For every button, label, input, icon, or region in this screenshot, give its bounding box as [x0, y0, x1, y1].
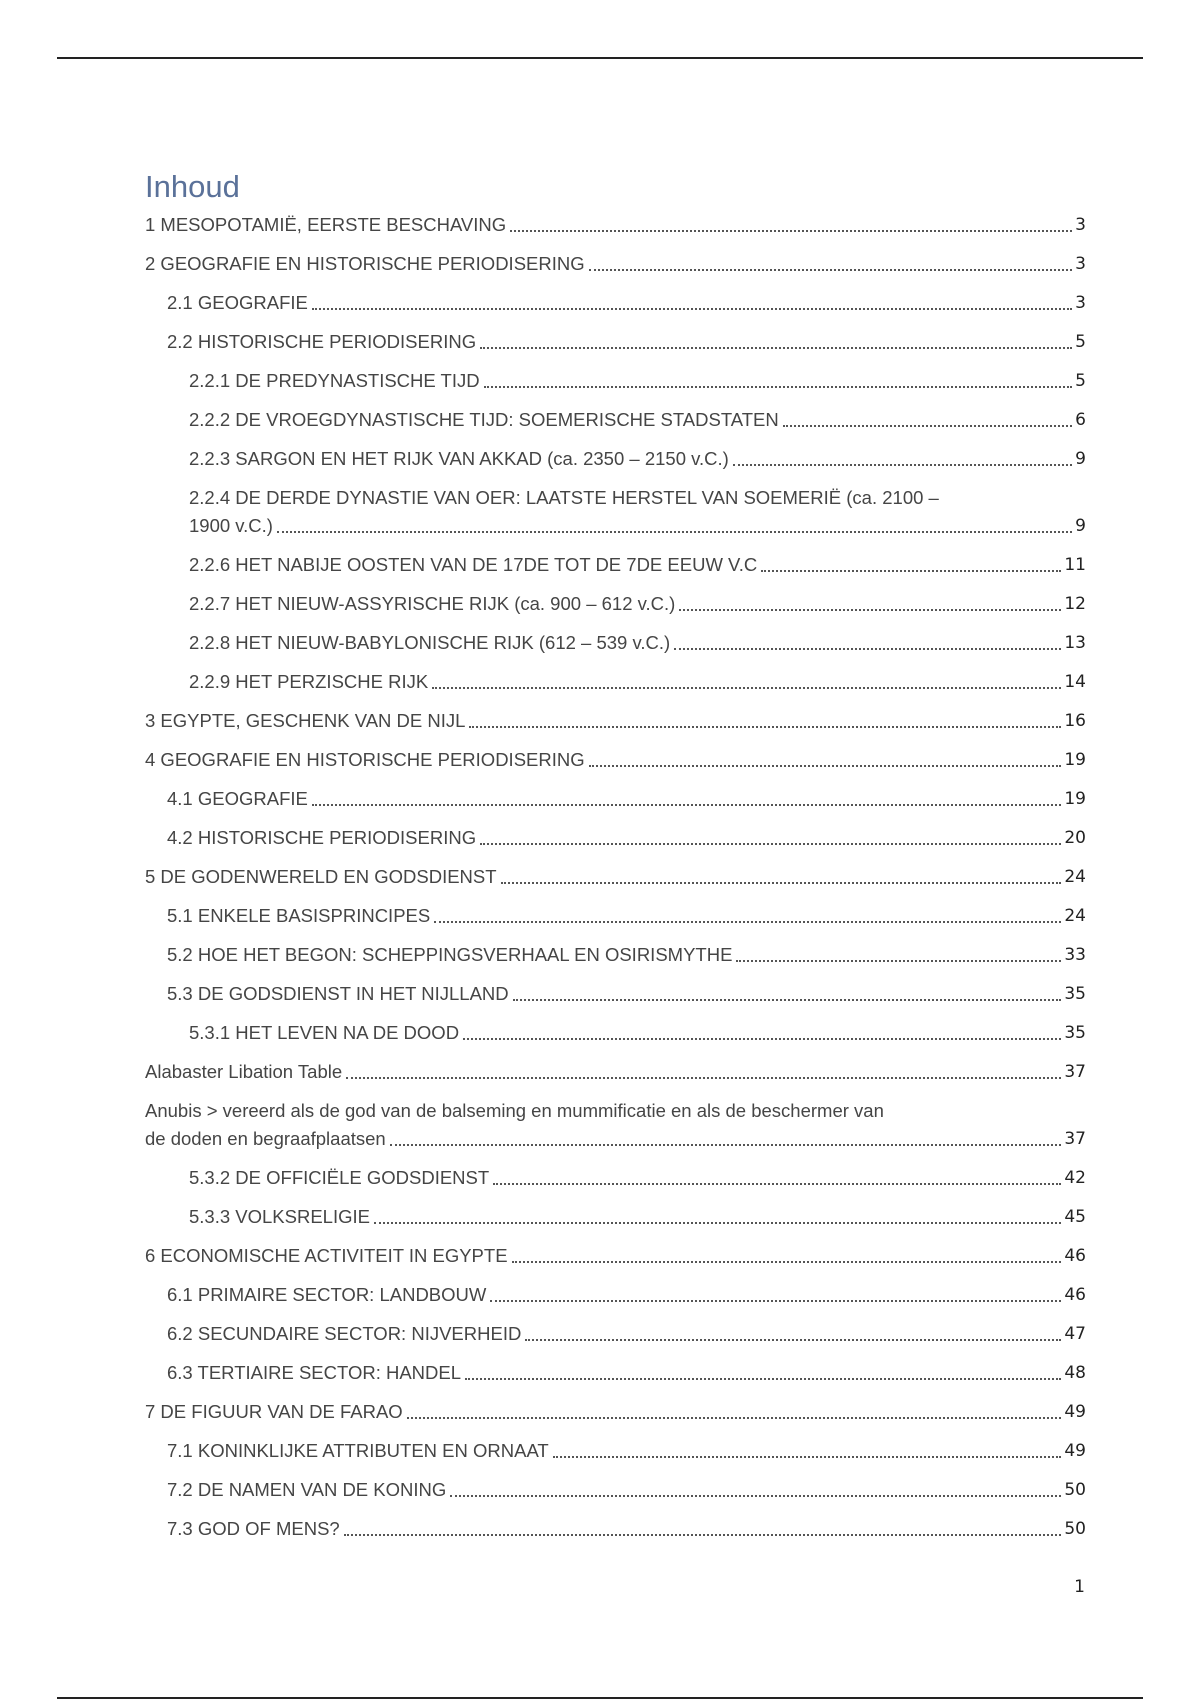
toc-entry[interactable] [145, 211, 1086, 239]
toc-entry[interactable] [145, 406, 1086, 434]
toc-entry[interactable] [145, 1203, 1086, 1231]
dot-leader [480, 347, 1072, 349]
toc-entry-page: 3 [1075, 215, 1086, 235]
toc-entry-text: 5.3.1 HET LEVEN NA DE DOOD [189, 1022, 460, 1043]
toc-entry-text: 2.2.4 DE DERDE DYNASTIE VAN OER: LAATSTE HERSTEL VAN SOEMERIË (ca. 2100 – [189, 487, 939, 508]
toc-entry[interactable] [145, 1058, 1086, 1086]
dot-leader [465, 1378, 1061, 1380]
toc-entry-page: 5 [1075, 371, 1086, 391]
dot-leader [480, 843, 1061, 845]
dot-leader [432, 687, 1061, 689]
toc-title: Inhoud [145, 169, 240, 204]
toc-entry[interactable] [145, 746, 1086, 774]
dot-leader [490, 1300, 1061, 1302]
toc-entry-page: 49 [1064, 1402, 1086, 1422]
dot-leader [674, 648, 1061, 650]
toc-entry[interactable] [145, 1164, 1086, 1192]
toc-entry-text: 5.3.3 VOLKSRELIGIE [189, 1206, 370, 1227]
toc-entry-text-cont: 1900 v.C.) [189, 515, 273, 536]
dot-leader [736, 960, 1061, 962]
dot-leader [434, 921, 1061, 923]
header-rule [57, 57, 1143, 59]
toc-entry-page: 50 [1064, 1519, 1086, 1539]
dot-leader [277, 531, 1072, 533]
toc-entry-page: 46 [1064, 1285, 1086, 1305]
toc-entry[interactable] [145, 1515, 1086, 1543]
toc-entry-text: 2 GEOGRAFIE EN HISTORISCHE PERIODISERING [145, 253, 585, 274]
dot-leader [525, 1339, 1061, 1341]
toc-entry-page: 42 [1064, 1168, 1086, 1188]
toc-entry[interactable] [145, 1281, 1086, 1309]
dot-leader [513, 999, 1062, 1001]
toc-entry-text: 6.3 TERTIAIRE SECTOR: HANDEL [167, 1362, 462, 1383]
toc-entry-page: 35 [1064, 1023, 1086, 1043]
toc-entry[interactable] [145, 590, 1086, 618]
toc-entry[interactable] [145, 1242, 1086, 1270]
toc-entry-text: 2.2.9 HET PERZISCHE RIJK [189, 671, 429, 692]
toc-entry-page: 11 [1064, 555, 1086, 575]
toc-entry[interactable] [145, 250, 1086, 278]
toc-entry[interactable] [145, 902, 1086, 930]
toc-entry-page: 37 [1064, 1062, 1086, 1082]
dot-leader [469, 726, 1061, 728]
toc-entry-text: 2.2.2 DE VROEGDYNASTISCHE TIJD: SOEMERISCHE STADSTATEN [189, 409, 779, 430]
toc-entry-page: 50 [1064, 1480, 1086, 1500]
toc-entry[interactable] [145, 1320, 1086, 1348]
toc-entry[interactable] [145, 551, 1086, 579]
toc-entry-page: 24 [1064, 906, 1086, 926]
dot-leader [589, 765, 1062, 767]
toc-entry-page: 45 [1064, 1207, 1086, 1227]
toc-entry-page: 49 [1064, 1441, 1086, 1461]
toc-entry[interactable] [145, 1437, 1086, 1465]
dot-leader [512, 1261, 1062, 1263]
toc-entry[interactable] [145, 863, 1086, 891]
toc-entry[interactable] [145, 980, 1086, 1008]
toc-entry-text: 5.1 ENKELE BASISPRINCIPES [167, 905, 431, 926]
toc-entry-text: 2.2.7 HET NIEUW-ASSYRISCHE RIJK (ca. 900 – 612 v.C.) [189, 593, 676, 614]
toc-entry-page: 3 [1075, 254, 1086, 274]
dot-leader [312, 308, 1072, 310]
toc-entry-text: 2.2.8 HET NIEUW-BABYLONISCHE RIJK (612 – 539 v.C.) [189, 632, 671, 653]
toc-entry-text: 5.2 HOE HET BEGON: SCHEPPINGSVERHAAL EN OSIRISMYTHE [167, 944, 733, 965]
toc-entry[interactable] [145, 1097, 1086, 1153]
dot-leader [501, 882, 1062, 884]
dot-leader [679, 609, 1061, 611]
dot-leader [312, 804, 1062, 806]
footer-page-number: 1 [1074, 1577, 1085, 1597]
toc-entry-page: 9 [1075, 516, 1086, 536]
toc-entry-text: 5 DE GODENWERELD EN GODSDIENST [145, 866, 497, 887]
toc-entry[interactable] [145, 367, 1086, 395]
toc-entry-page: 20 [1064, 828, 1086, 848]
toc-entry[interactable] [145, 484, 1086, 540]
toc-entry-text: 6.1 PRIMAIRE SECTOR: LANDBOUW [167, 1284, 487, 1305]
toc-entry[interactable] [145, 629, 1086, 657]
toc-entry-page: 19 [1064, 789, 1086, 809]
toc-entry-page: 9 [1075, 449, 1086, 469]
toc-entry-text: 7.3 GOD OF MENS? [167, 1518, 340, 1539]
toc-entry-page: 13 [1064, 633, 1086, 653]
toc-entry-text: 7 DE FIGUUR VAN DE FARAO [145, 1401, 403, 1422]
toc-entry-page: 14 [1064, 672, 1086, 692]
dot-leader [493, 1183, 1061, 1185]
footer-rule [57, 1697, 1143, 1699]
toc-entry-page: 46 [1064, 1246, 1086, 1266]
toc-entry-page: 19 [1064, 750, 1086, 770]
dot-leader [450, 1495, 1061, 1497]
toc-entry-text: 2.2.3 SARGON EN HET RIJK VAN AKKAD (ca. 2350 – 2150 v.C.) [189, 448, 729, 469]
toc-entry-page: 3 [1075, 293, 1086, 313]
toc-entry[interactable] [145, 1398, 1086, 1426]
toc-entry[interactable] [145, 707, 1086, 735]
toc-entry-text: 7.1 KONINKLIJKE ATTRIBUTEN EN ORNAAT [167, 1440, 549, 1461]
toc-entry-text: 2.2.6 HET NABIJE OOSTEN VAN DE 17DE TOT DE 7DE EEUW V.C [189, 554, 758, 575]
toc-entry-page: 12 [1064, 594, 1086, 614]
toc-entry[interactable] [145, 668, 1086, 696]
toc-entry-text: 4.2 HISTORISCHE PERIODISERING [167, 827, 477, 848]
toc-entry[interactable] [145, 289, 1086, 317]
toc-entry-text: 6.2 SECUNDAIRE SECTOR: NIJVERHEID [167, 1323, 522, 1344]
toc-entry-page: 6 [1075, 410, 1086, 430]
toc-entry[interactable] [145, 1019, 1086, 1047]
toc-entry-text: 7.2 DE NAMEN VAN DE KONING [167, 1479, 447, 1500]
dot-leader [553, 1456, 1062, 1458]
toc-entry[interactable] [145, 941, 1086, 969]
toc-entry-text: Alabaster Libation Table [145, 1061, 343, 1082]
toc-entry-text: 2.1 GEOGRAFIE [167, 292, 308, 313]
toc-entry-text: 5.3.2 DE OFFICIËLE GODSDIENST [189, 1167, 490, 1188]
toc-entry-page: 47 [1064, 1324, 1086, 1344]
toc-entry[interactable] [145, 328, 1086, 356]
toc-entry[interactable] [145, 824, 1086, 852]
toc-entry-page: 5 [1075, 332, 1086, 352]
dot-leader [346, 1077, 1061, 1079]
toc-entry[interactable] [145, 785, 1086, 813]
toc-entry-text: 4 GEOGRAFIE EN HISTORISCHE PERIODISERING [145, 749, 585, 770]
toc-entry-text: 1 MESOPOTAMIË, EERSTE BESCHAVING [145, 214, 507, 235]
toc-entry-page: 33 [1064, 945, 1086, 965]
toc-entry-text: 5.3 DE GODSDIENST IN HET NIJLLAND [167, 983, 509, 1004]
toc-entry-text: 4.1 GEOGRAFIE [167, 788, 308, 809]
dot-leader [374, 1222, 1061, 1224]
toc-entry[interactable] [145, 1359, 1086, 1387]
toc-entry-text: 2.2 HISTORISCHE PERIODISERING [167, 331, 477, 352]
dot-leader [407, 1417, 1062, 1419]
dot-leader [783, 425, 1072, 427]
dot-leader [589, 269, 1073, 271]
toc-entry-text: Anubis > vereerd als de god van de balseming en mummificatie en als de beschermer van [145, 1100, 884, 1121]
toc-entry-page: 37 [1064, 1129, 1086, 1149]
toc-entry-text: 2.2.1 DE PREDYNASTISCHE TIJD [189, 370, 480, 391]
toc-entry-page: 48 [1064, 1363, 1086, 1383]
toc-entry[interactable] [145, 445, 1086, 473]
dot-leader [463, 1038, 1061, 1040]
dot-leader [390, 1144, 1062, 1146]
toc-entry-text: 6 ECONOMISCHE ACTIVITEIT IN EGYPTE [145, 1245, 508, 1266]
toc-entry-page: 24 [1064, 867, 1086, 887]
dot-leader [484, 386, 1073, 388]
toc-entry-page: 16 [1064, 711, 1086, 731]
dot-leader [761, 570, 1061, 572]
toc-entry-text-cont: de doden en begraafplaatsen [145, 1128, 386, 1149]
dot-leader [344, 1534, 1062, 1536]
table-of-contents [145, 168, 1086, 1554]
toc-entry[interactable] [145, 1476, 1086, 1504]
toc-entry-page: 35 [1064, 984, 1086, 1004]
dot-leader [733, 464, 1072, 466]
dot-leader [510, 230, 1072, 232]
toc-entry-text: 3 EGYPTE, GESCHENK VAN DE NIJL [145, 710, 466, 731]
